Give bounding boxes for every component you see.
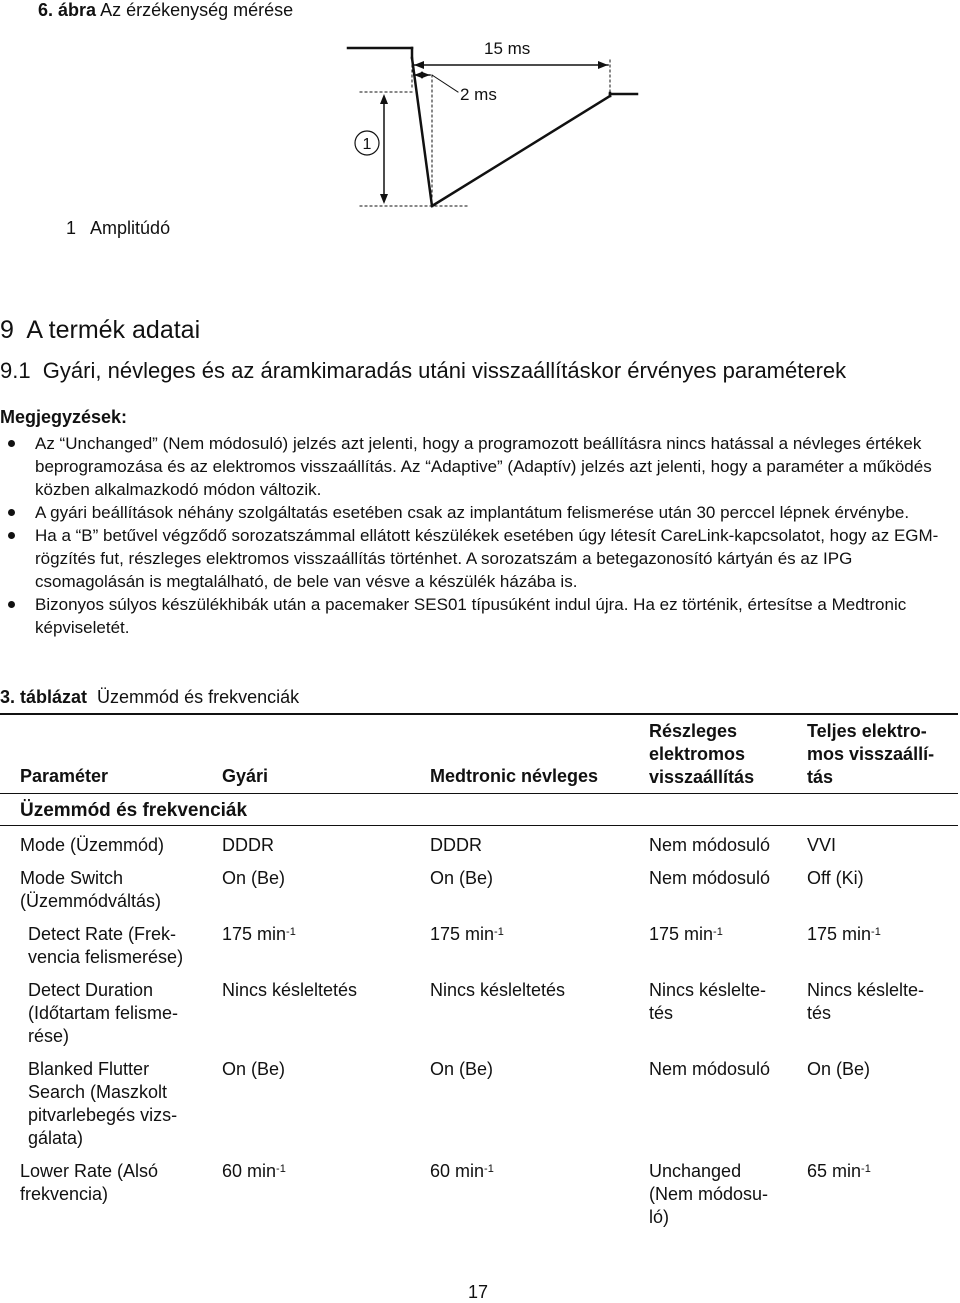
cell-factory xyxy=(222,1160,286,1183)
arrowhead-15ms-left xyxy=(414,61,424,69)
cell-partial: Nincs késlelte- tés xyxy=(649,980,767,1023)
bullet-icon xyxy=(8,601,15,608)
cell-value: 60 min xyxy=(222,1161,277,1181)
cell-full: VVI xyxy=(807,835,837,855)
unit-superscript: -1 xyxy=(484,1163,494,1175)
bullet-icon xyxy=(8,532,15,539)
cell-value: 65 min xyxy=(807,1161,862,1181)
bullet-icon xyxy=(8,440,15,447)
cell-nominal: On (Be) xyxy=(430,1059,494,1079)
unit-superscript: -1 xyxy=(286,926,296,938)
notes-list xyxy=(0,432,960,639)
cell-partial xyxy=(649,923,723,946)
cell-factory: DDDR xyxy=(222,835,274,855)
cell-param: Mode (Üzemmód) xyxy=(20,835,165,855)
cell-full: Off (Ki) xyxy=(807,868,864,888)
cell-partial: Nem módosuló xyxy=(649,1059,771,1079)
header-factory: Gyári xyxy=(222,766,269,786)
table-group-rule xyxy=(0,825,958,826)
cell-value: 175 min xyxy=(430,924,495,944)
unit-superscript: -1 xyxy=(276,1163,286,1175)
label-15ms: 15 ms xyxy=(484,39,531,58)
cell-nominal xyxy=(430,923,504,946)
cell-partial: Nem módosuló xyxy=(649,868,771,888)
table-header-rule xyxy=(0,793,958,794)
cell-param: Lower Rate (Alsó frekvencia) xyxy=(20,1161,159,1204)
table-top-rule xyxy=(0,713,958,715)
header-parameter: Paraméter xyxy=(20,766,109,786)
bullet-icon xyxy=(8,509,15,516)
waveform-ramp xyxy=(432,96,610,206)
header-full-reset: Teljes elektro- mos visszaállí- tás xyxy=(807,721,935,787)
cell-value: 175 min xyxy=(807,924,872,944)
arrowhead-amp-bottom xyxy=(380,194,388,204)
section-heading: 9 A termék adatai xyxy=(0,316,201,344)
unit-superscript: -1 xyxy=(871,926,881,938)
cell-nominal xyxy=(430,1160,494,1183)
cell-param: Blanked Flutter Search (Maszkolt pitvarlebegés vizs- gálata) xyxy=(28,1059,178,1148)
arrowhead-amp-top xyxy=(380,94,388,104)
cell-factory xyxy=(222,923,296,946)
page-number: 17 xyxy=(468,1282,489,1302)
note-text: Bizonyos súlyos készülékhibák után a pacemaker SES01 típusúként indul újra. Ha ez történik, értesítse a Medtronic képviseletét. xyxy=(35,595,907,637)
figure-legend xyxy=(66,218,170,239)
legend-text: Amplitúdó xyxy=(90,218,171,238)
table-number: 3. táblázat xyxy=(0,687,88,707)
cell-nominal: On (Be) xyxy=(430,868,494,888)
note-item xyxy=(0,524,960,593)
unit-superscript: -1 xyxy=(861,1163,871,1175)
cell-param: Detect Duration (Időtartam felisme- rése) xyxy=(28,980,179,1046)
cell-full: Nincs késlelte- tés xyxy=(807,980,925,1023)
header-partial-reset: Részleges elektromos visszaállítás xyxy=(649,721,755,787)
cell-nominal: DDDR xyxy=(430,835,482,855)
header-nominal: Medtronic névleges xyxy=(430,766,599,786)
figure-number: 6. ábra xyxy=(38,0,97,20)
unit-superscript: -1 xyxy=(713,926,723,938)
label-2ms: 2 ms xyxy=(460,85,497,104)
marker-number: 1 xyxy=(362,136,372,153)
cell-full: On (Be) xyxy=(807,1059,871,1079)
note-text: Az “Unchanged” (Nem módosuló) jelzés azt jelenti, hogy a programozott beállításra nincs hatással a névleges értékek beprogramozása és az elektromos visszaállítás. Az “Adaptive” (Adaptív) jelzés azt jelenti, hogy a paraméter a működés közben alkalmazkodó módon változik. xyxy=(35,434,932,499)
cell-full xyxy=(807,1160,871,1183)
notes-title: Megjegyzések: xyxy=(0,407,128,427)
table-caption xyxy=(0,687,299,708)
sensitivity-diagram xyxy=(0,0,960,250)
subsection-heading: 9.1 Gyári, névleges és az áramkimaradás utáni visszaállításkor érvényes paraméterek xyxy=(0,358,847,383)
note-item xyxy=(0,593,960,639)
note-item xyxy=(0,501,960,524)
figure-title: Az érzékenység mérése xyxy=(100,0,294,20)
table-title: Üzemmód és frekvenciák xyxy=(97,687,300,707)
cell-param: Mode Switch (Üzemmódváltás) xyxy=(20,868,162,911)
cell-factory: On (Be) xyxy=(222,868,286,888)
cell-factory: Nincs késleltetés xyxy=(222,980,358,1000)
cell-value: 175 min xyxy=(649,924,714,944)
cell-partial: Unchanged (Nem módosu- ló) xyxy=(649,1161,769,1227)
dim-2ms-leader xyxy=(432,75,458,92)
note-text: Ha a “B” betűvel végződő sorozatszámmal ellátott készülékek esetében úgy létesít CareLink-kapcsolatot, hogy az EGM-rögzítés fut, részleges elektromos visszaállítás történhet. A sorozatszám a betegazonosító kártyán és az IPG csomagolásán is megtalálható, de bele van vésve a készülék házába is. xyxy=(35,526,939,591)
table-group-heading: Üzemmód és frekvenciák xyxy=(20,800,248,821)
waveform-fall xyxy=(412,58,432,206)
arrowhead-15ms-right xyxy=(598,61,608,69)
note-item xyxy=(0,432,960,501)
legend-number: 1 xyxy=(66,218,77,238)
cell-param: Detect Rate (Frek- vencia felismerése) xyxy=(28,924,184,967)
cell-nominal: Nincs késleltetés xyxy=(430,980,566,1000)
cell-value: 175 min xyxy=(222,924,287,944)
unit-superscript: -1 xyxy=(494,926,504,938)
cell-value: 60 min xyxy=(430,1161,485,1181)
cell-full xyxy=(807,923,881,946)
cell-partial: Nem módosuló xyxy=(649,835,771,855)
note-text: A gyári beállítások néhány szolgáltatás esetében csak az implantátum felismerése után 30 perccel lépnek érvénybe. xyxy=(35,503,910,522)
arrowhead-2ms-right xyxy=(421,72,430,79)
cell-factory: On (Be) xyxy=(222,1059,286,1079)
